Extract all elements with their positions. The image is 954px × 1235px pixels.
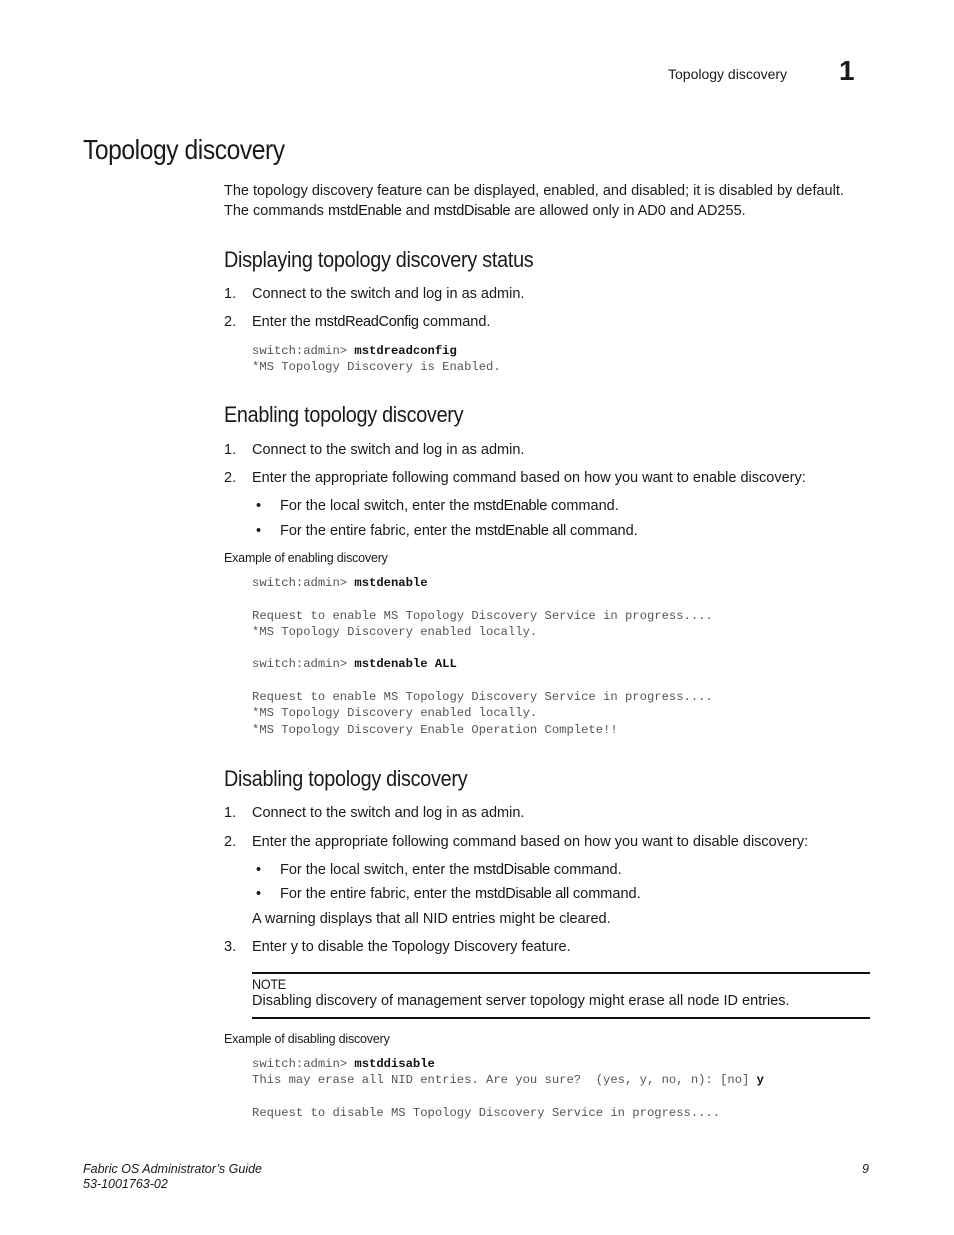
note-body: Disabling discovery of management server topology might erase all node ID entries. (252, 993, 790, 1009)
command-name: mstdDisable all (475, 886, 569, 902)
command-name: mstdDisable (473, 862, 550, 878)
step-item: 1. Connect to the switch and log in as admin. (224, 286, 525, 302)
command-name: mstdReadConfig (314, 314, 419, 330)
section-heading-displaying: Displaying topology discovery status (224, 247, 534, 272)
code-block-display: switch:admin> mstdreadconfig *MS Topology Discovery is Enabled. (252, 344, 501, 375)
note-title: NOTE (252, 976, 286, 992)
step-item: 2. Enter the mstdReadConfig command. (224, 314, 491, 330)
page-title: Topology discovery (83, 134, 285, 165)
footer-doc-number: 53-1001763-02 (83, 1177, 168, 1191)
step-item: 1. Connect to the switch and log in as admin. (224, 442, 525, 458)
bullet-item: • For the entire fabric, enter the mstdEnable all command. (256, 523, 638, 539)
command-name: y (290, 939, 298, 955)
code-block-enable: switch:admin> mstdenable Request to enable MS Topology Discovery Service in progress.... *MS Topology Discovery enabled locally. switch:admin> mstdenable ALL Request to enable MS Topology Discovery Service in progress.... *MS Topology Discovery enabled locally. *MS Topology Discovery Enable Operation Complete!! (252, 576, 713, 737)
step-item: 2. Enter the appropriate following command based on how you want to disable discovery: (224, 834, 809, 850)
code-block-disable: switch:admin> mstddisable This may erase all NID entries. Are you sure? (yes, y, no, n): [no] y Request to disable MS Topology Discovery Service in progress.... (252, 1057, 764, 1120)
bullet-icon: • (256, 498, 262, 514)
page-number: 9 (862, 1162, 869, 1176)
chapter-number: 1 (839, 55, 855, 86)
warning-text: A warning displays that all NID entries might be cleared. (252, 911, 611, 927)
bullet-icon: • (256, 523, 262, 539)
intro-paragraph (224, 182, 844, 221)
step-item: 1. Connect to the switch and log in as admin. (224, 805, 525, 821)
bullet-item: • For the entire fabric, enter the mstdDisable all command. (256, 886, 641, 902)
bullet-icon: • (256, 886, 262, 902)
section-heading-enabling: Enabling topology discovery (224, 402, 464, 427)
step-item: 2. Enter the appropriate following command based on how you want to enable discovery: (224, 470, 806, 486)
note-top-rule (252, 972, 870, 974)
footer-guide-title: Fabric OS Administrator’s Guide (83, 1162, 262, 1176)
section-heading-disabling: Disabling topology discovery (224, 766, 468, 791)
running-header: Topology discovery (668, 66, 788, 82)
note-bottom-rule (252, 1017, 870, 1019)
bullet-item: • For the local switch, enter the mstdEnable command. (256, 498, 619, 514)
bullet-icon: • (256, 862, 262, 878)
example-caption: Example of disabling discovery (224, 1032, 390, 1046)
intro-line-1: The topology discovery feature can be displayed, enabled, and disabled; it is disabled by default. (224, 183, 844, 199)
bullet-item: • For the local switch, enter the mstdDisable command. (256, 862, 622, 878)
step-item: 3. Enter y to disable the Topology Discovery feature. (224, 939, 571, 955)
command-name: mstdEnable (473, 498, 547, 514)
intro-line-2: The commands mstdEnable and mstdDisable are allowed only in AD0 and AD255. (224, 202, 746, 219)
command-name: mstdEnable all (475, 523, 566, 539)
example-caption: Example of enabling discovery (224, 551, 388, 565)
command-name: mstdDisable (433, 202, 511, 219)
command-name: mstdEnable (327, 202, 402, 219)
